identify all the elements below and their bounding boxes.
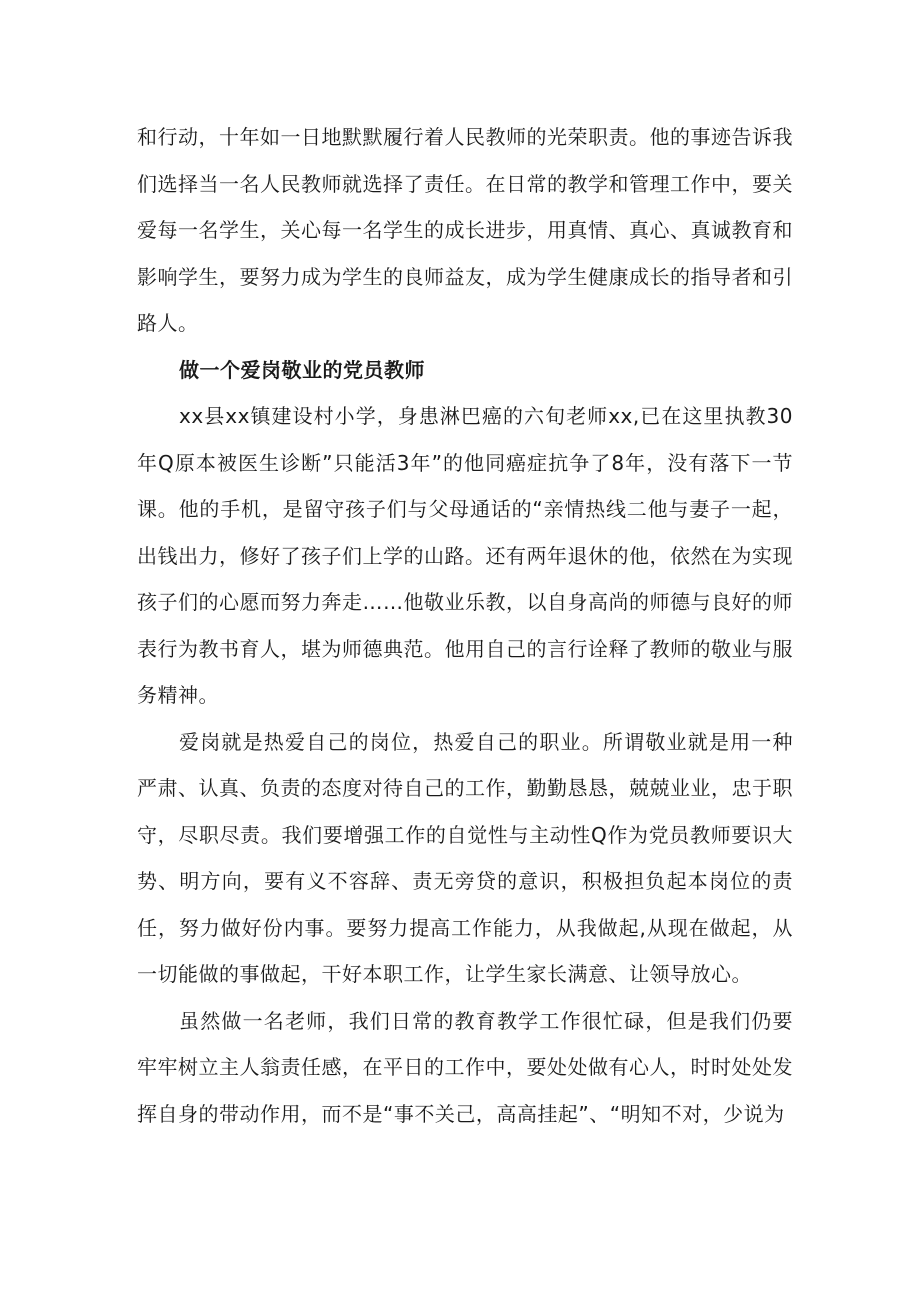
document-page [137,114,793,1137]
section-heading: 做一个爱岗敬业的党员教师 [179,357,425,382]
paragraph-dedication: 爱岗就是热爱自己的岗位，热爱自己的职业。所谓敬业就是用一种严肃、认真、负责的态度对待自己的工作，勤勤恳恳，兢兢业业，忠于职守，尽职尽责。我们要增强工作的自觉性与主动性Q作为党员教师要识大势、明方向，要有义不容辞、责无旁贷的意识，积极担负起本岗位的责任，努力做好份内事。要努力提高工作能力，从我做起,从现在做起，从一切能做的事做起，干好本职工作，让学生家长满意、让领导放心。 [137,729,793,986]
paragraph-teacher-story: xx县xx镇建设村小学，身患淋巴癌的六旬老师xx,已在这里执教30年Q原本被医生诊断”只能活3年”的他同癌症抗争了8年，没有落下一节课。他的手机，是留守孩子们与父母通话的“亲情热线二他与妻子一起，出钱出力，修好了孩子们上学的山路。还有两年退休的他，依然在为实现孩子们的心愿而努力奔走……他敬业乐教，以自身高尚的师德与良好的师表行为教书育人，堪为师德典范。他用自己的言行诠释了教师的敬业与服务精神。 [137,404,793,707]
paragraph-continuation: 和行动，十年如一日地默默履行着人民教师的光荣职责。他的事迹告诉我们选择当一名人民教师就选择了责任。在日常的教学和管理工作中，要关爱每一名学生，关心每一名学生的成长进步，用真情、真心、真诚教育和影响学生，要努力成为学生的良师益友，成为学生健康成长的指导者和引路人。 [137,125,793,335]
paragraph-responsibility: 虽然做一名老师，我们日常的教育教学工作很忙碌，但是我们仍要牢牢树立主人翁责任感，在平日的工作中，要处处做有心人，时时处处发挥自身的带动作用，而不是“事不关己，高高挂起”、“明知不对，少说为 [137,1008,793,1126]
